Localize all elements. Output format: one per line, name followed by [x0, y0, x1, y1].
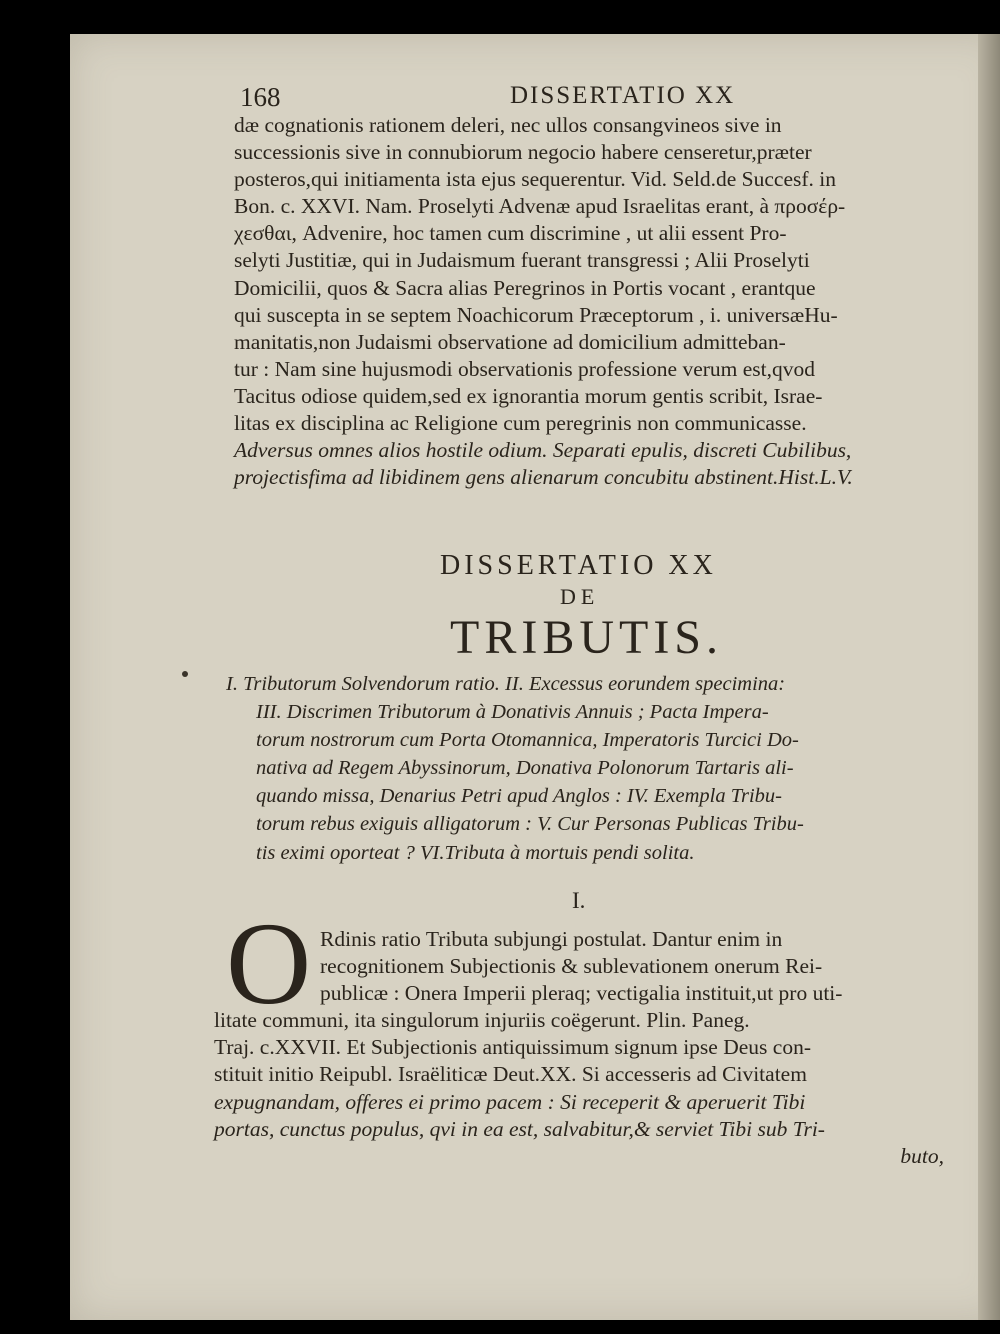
- summary-line: nativa ad Regem Abyssinorum, Donativa Polonorum Tartaris ali-: [256, 757, 794, 780]
- text-line: litate communi, ita singulorum injuriis coëgerunt. Plin. Paneg.: [214, 1008, 750, 1033]
- text-line: portas, cunctus populus, qvi in ea est, salvabitur,& serviet Tibi sub Tri-: [214, 1116, 825, 1141]
- text-line: Traj. c.XXVII. Et Subjectionis antiquissimum signum ipse Deus con-: [214, 1035, 811, 1060]
- page-edge: [978, 34, 1000, 1320]
- summary-line: quando missa, Denarius Petri apud Anglos : IV. Exempla Tribu-: [256, 785, 782, 808]
- section-number: I.: [572, 888, 586, 913]
- dissertation-title: TRIBUTIS.: [450, 611, 723, 664]
- text-line: qui suscepta in se septem Noachicorum Præceptorum , i. universæHu-: [234, 302, 838, 327]
- text-line: χεσθαι, Advenire, hoc tamen cum discrimine , ut alii essent Pro-: [234, 221, 787, 246]
- text-line: manitatis,non Judaismi observatione ad domicilium admitteban-: [234, 329, 786, 354]
- text-line: stituit initio Reipubl. Israëliticæ Deut.XX. Si accesseris ad Civitatem: [214, 1062, 807, 1087]
- ink-spot: [182, 671, 188, 677]
- summary-line: III. Discrimen Tributorum à Donativis Annuis ; Pacta Impera-: [256, 701, 769, 724]
- text-line: Domicilii, quos & Sacra alias Peregrinos in Portis vocant , erantque: [234, 275, 816, 300]
- text-line: successionis sive in connubiorum negocio habere censeretur,præter: [234, 140, 812, 165]
- text-line: publicæ : Onera Imperii pleraq; vectigalia instituit,ut pro uti-: [320, 981, 843, 1006]
- section-paragraph: [214, 926, 944, 1170]
- text-line: projectisfima ad libidinem gens alienarum concubitu abstinent.Hist.L.V.: [234, 465, 853, 490]
- text-line: Rdinis ratio Tributa subjungi postulat. Dantur enim in: [320, 927, 783, 951]
- running-head: [240, 82, 960, 114]
- dissertation-heading: DISSERTATIO XX: [440, 550, 717, 581]
- text-line: expugnandam, offeres ei primo pacem : Si receperit & aperuerit Tibi: [214, 1089, 806, 1114]
- text-line: dæ cognationis rationem deleri, nec ullos consangvineos sive in: [234, 113, 782, 137]
- heading-de: DE: [560, 584, 600, 609]
- text-line: selyti Justitiæ, qui in Judaismum fuerant transgressi ; Alii Proselyti: [234, 248, 810, 273]
- summary-line: I. Tributorum Solvendorum ratio. II. Excessus eorundem specimina:: [226, 673, 786, 695]
- running-title: DISSERTATIO XX: [510, 82, 736, 109]
- text-line: Tacitus odiose quidem,sed ex ignorantia morum gentis scribit, Israe-: [234, 383, 823, 408]
- top-paragraph: [234, 112, 960, 491]
- text-line: litas ex disciplina ac Religione cum peregrinis non communicasse.: [234, 411, 807, 436]
- page-number: 168: [240, 82, 281, 112]
- catchword: buto,: [900, 1143, 944, 1168]
- text-line: Bon. c. XXVI. Nam. Proselyti Advenæ apud Israelitas erant, à προσέρ-: [234, 194, 846, 219]
- drop-cap: O: [226, 898, 312, 1029]
- text-line: tur : Nam sine hujusmodi observationis professione verum est,qvod: [234, 356, 816, 381]
- text-line: Adversus omnes alios hostile odium. Separati epulis, discreti Cubilibus,: [234, 438, 852, 463]
- text-line: posteros,qui initiamenta ista ejus sequerentur. Vid. Seld.de Succesf. in: [234, 167, 836, 192]
- summary-block: [226, 670, 961, 867]
- summary-line: tis eximi oporteat ? VI.Tributa à mortuis pendi solita.: [256, 841, 695, 864]
- text-line: recognitionem Subjectionis & sublevationem onerum Rei-: [320, 954, 823, 979]
- summary-line: torum rebus exiguis alligatorum : V. Cur Personas Publicas Tribu-: [256, 813, 804, 836]
- summary-line: torum nostrorum cum Porta Otomannica, Imperatoris Turcici Do-: [256, 729, 799, 752]
